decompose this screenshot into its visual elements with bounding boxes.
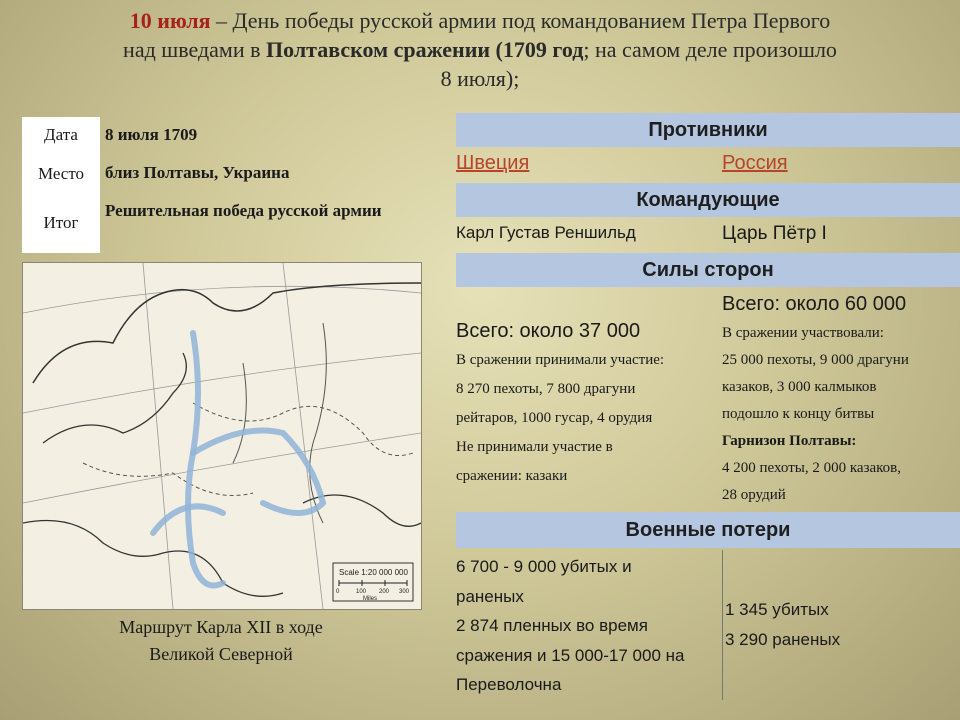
sweden-link[interactable]: Швеция <box>456 152 530 174</box>
forces-russia-line: подошло к концу битвы <box>722 406 875 422</box>
scale-tick-1: 100 <box>356 589 367 595</box>
date-value: 8 июля 1709 <box>105 125 198 144</box>
forces-russia-line: В сражении участвовали: <box>722 325 884 341</box>
scale-tick-3: 300 <box>399 589 410 595</box>
losses-russia-line: 1 345 убитых <box>725 600 829 619</box>
map-caption-line2: Великой Северной <box>149 644 293 664</box>
losses-sweden-line: Переволочна <box>456 675 562 694</box>
losses-russia-line: 3 290 раненых <box>725 629 841 649</box>
place-value: близ Полтавы, Украина <box>105 163 290 182</box>
forces-sweden-line: В сражении принимали участие: <box>456 352 665 368</box>
route-map <box>22 262 422 610</box>
scale-miles: Miles <box>363 596 378 602</box>
losses-sweden-line: 6 700 - 9 000 убитых и <box>456 557 632 576</box>
commanders-row <box>456 219 960 253</box>
forces-row <box>456 288 960 508</box>
losses-header: Военные потери <box>456 512 960 548</box>
losses-russia <box>722 550 960 700</box>
title-line1: День победы русской армии под командованием Петра Первого <box>232 8 831 33</box>
forces-russia-line: 28 орудий <box>722 487 786 503</box>
forces-sweden-line: Не принимали участие в <box>456 439 613 455</box>
losses-sweden-line: сражения и 15 000-17 000 на <box>456 645 685 665</box>
forces-russia-line: 4 200 пехоты, 2 000 казаков, <box>722 460 902 476</box>
forces-russia <box>722 288 960 509</box>
scale-label: Scale 1:20 000 000 <box>339 568 408 577</box>
forces-sweden-line: сражении: казаки <box>456 468 568 484</box>
result-value: Решительная победа русской армии <box>105 201 382 220</box>
scale-tick-0: 0 <box>336 589 340 595</box>
title-line2-b: Полтавском сражении (1709 год <box>266 37 584 62</box>
opponents-row <box>456 149 960 183</box>
forces-sweden-line: рейтаров, 1000 гусар, 4 орудия <box>456 410 653 426</box>
route-map-drawing <box>23 263 421 609</box>
forces-sweden-total: Всего: около 37 000 <box>456 320 641 342</box>
title-line2-a: над шведами в <box>123 37 266 62</box>
forces-sweden-line: 8 270 пехоты, 7 800 драгуни <box>456 381 636 397</box>
forces-header: Силы сторон <box>456 253 960 287</box>
forces-russia-total: Всего: около 60 000 <box>722 293 907 315</box>
place-label: Место <box>22 153 100 195</box>
commander-russia: Царь Пётр I <box>722 223 827 244</box>
forces-sweden <box>456 316 718 491</box>
date-label: Дата <box>22 117 100 153</box>
slide-title <box>20 6 940 98</box>
map-caption <box>22 614 420 668</box>
forces-russia-line: 25 000 пехоты, 9 000 драгуни <box>722 352 909 368</box>
commander-sweden: Карл Густав Реншильд <box>456 223 636 242</box>
title-line3: 8 июля); <box>440 66 520 91</box>
forces-russia-line: казаков, 3 000 калмыков <box>722 379 877 395</box>
title-dash: – <box>210 8 233 33</box>
losses-row <box>456 550 960 700</box>
forces-russia-garrison: Гарнизон Полтавы: <box>722 433 857 449</box>
map-caption-line1: Маршрут Карла XII в ходе <box>119 617 323 637</box>
scale-tick-2: 200 <box>379 589 390 595</box>
commanders-header: Командующие <box>456 183 960 217</box>
opponents-header: Противники <box>456 113 960 147</box>
result-label: Итог <box>22 195 100 253</box>
losses-sweden-line: раненых <box>456 586 524 606</box>
russia-link[interactable]: Россия <box>722 152 788 174</box>
title-date: 10 июля <box>129 8 211 33</box>
losses-sweden-line: 2 874 пленных во время <box>456 616 648 635</box>
title-line2-c: ; на самом деле произошло <box>583 37 837 62</box>
losses-sweden <box>456 552 718 700</box>
